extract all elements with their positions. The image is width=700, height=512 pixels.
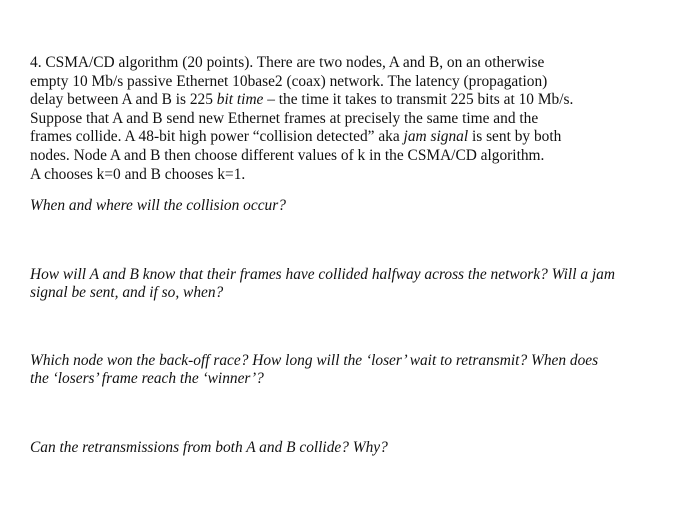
jam-signal-term: jam signal (403, 128, 469, 146)
problem-line: 4. CSMA/CD algorithm (20 points). There are two nodes, A and B, on an otherwise (30, 54, 545, 71)
problem-statement (30, 54, 670, 184)
problem-text: frames collide. A 48-bit high power “collision detected” aka (30, 128, 400, 146)
question-line: When and where will the collision occur? (30, 197, 286, 214)
question-1 (30, 197, 680, 215)
question-line: the ‘losers’ frame reach the ‘winner’? (30, 370, 264, 387)
question-3 (30, 352, 680, 388)
problem-text: delay between A and B is 225 (30, 91, 217, 109)
question-4 (30, 439, 680, 457)
problem-text: – the time it takes to transmit 225 bits at 10 Mb/s. (263, 91, 574, 109)
question-line: signal be sent, and if so, when? (30, 284, 224, 301)
question-line: How will A and B know that their frames have collided halfway across the network? Will a jam (30, 266, 615, 283)
problem-line (30, 128, 670, 147)
problem-line (30, 91, 670, 110)
question-line: Can the retransmissions from both A and B collide? Why? (30, 439, 388, 456)
bit-time-term: bit time (216, 91, 264, 109)
question-2 (30, 266, 680, 302)
problem-line: empty 10 Mb/s passive Ethernet 10base2 (coax) network. The latency (propagation) (30, 72, 548, 90)
document-page (30, 54, 670, 456)
problem-text: is sent by both (468, 128, 562, 146)
question-line: Which node won the back-off race? How long will the ‘loser’ wait to retransmit? When does (30, 352, 599, 369)
problem-line: Suppose that A and B send new Ethernet frames at precisely the same time and the (30, 109, 539, 127)
problem-line: nodes. Node A and B then choose different values of k in the CSMA/CD algorithm. (30, 146, 545, 164)
problem-line: A chooses k=0 and B chooses k=1. (30, 165, 246, 183)
